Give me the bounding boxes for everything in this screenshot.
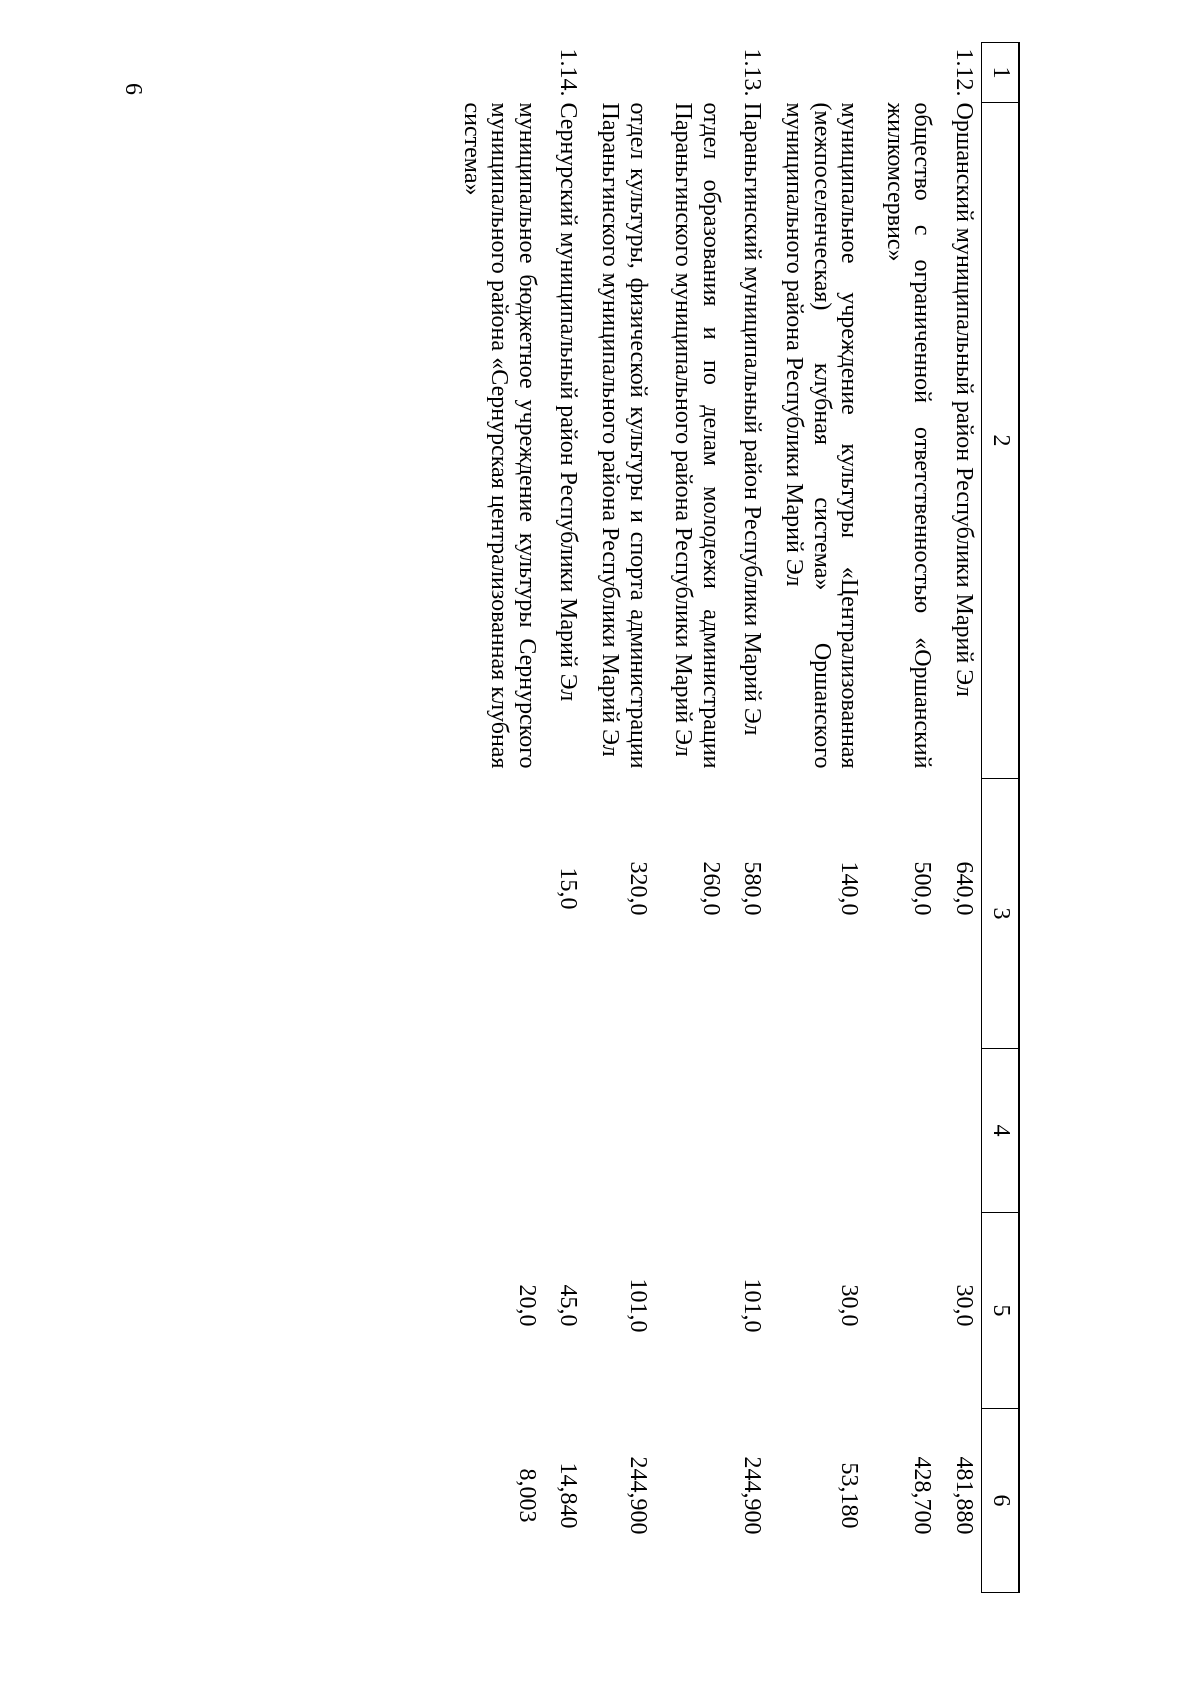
table-row <box>548 43 586 1593</box>
table-row <box>870 43 943 1593</box>
row-col-4 <box>585 1049 658 1213</box>
row-col-6: 244,900 <box>739 1456 766 1535</box>
row-col-6: 53,180 <box>836 1462 863 1529</box>
row-col-6: 428,700 <box>909 1456 936 1535</box>
table-row <box>732 43 770 1593</box>
row-col-5 <box>659 1213 732 1409</box>
row-name: муниципальное бюджетное учреждение культуры Сернурского муниципального района «Сернурская централизованная клубная система» <box>458 102 540 769</box>
row-col-4 <box>548 1049 586 1213</box>
row-col-3: 500,0 <box>909 861 936 916</box>
header-col-3: 3 <box>982 779 1020 1049</box>
row-col-3: 580,0 <box>739 861 766 916</box>
row-number <box>769 43 870 103</box>
row-col-5: 30,0 <box>836 1284 863 1327</box>
row-col-3: 260,0 <box>697 861 724 916</box>
row-col-4 <box>870 1049 943 1213</box>
header-col-1: 1 <box>982 43 1020 103</box>
row-name: отдел образования и по делам молодежи администрации Параньгинского муниципального района Республики Марий Эл <box>670 102 724 769</box>
table-row <box>943 43 981 1593</box>
row-col-6: 8,003 <box>513 1468 540 1523</box>
row-col-6: 14,840 <box>555 1462 582 1529</box>
row-number <box>447 43 548 103</box>
row-col-4 <box>769 1049 870 1213</box>
table-row <box>585 43 658 1593</box>
row-number: 1.13. <box>739 48 766 97</box>
row-col-5: 45,0 <box>555 1284 582 1327</box>
header-row <box>982 43 1020 1593</box>
row-name: Параньгинский муниципальный район Республики Марий Эл <box>739 102 766 736</box>
row-col-6 <box>659 1409 732 1593</box>
row-col-5: 20,0 <box>513 1284 540 1327</box>
row-col-4 <box>732 1049 770 1213</box>
row-name: Сернурский муниципальный район Республики Марий Эл <box>555 102 582 702</box>
budget-table <box>447 42 1020 1593</box>
row-col-5: 101,0 <box>624 1278 651 1333</box>
row-name: общество с ограниченной ответственностью «Оршанский жилкомсервис» <box>881 102 936 769</box>
row-name: отдел культуры, физической культуры и спорта администрации Параньгинского муниципального района Республики Марий Эл <box>597 102 651 769</box>
row-col-3 <box>447 779 548 1049</box>
row-name: муниципальное учреждение культуры «Централизованная (межпоселенческая) клубная система» Оршанского муниципального района Республики Марий Эл <box>781 102 863 769</box>
row-number <box>870 43 943 103</box>
row-number: 1.12. <box>951 48 977 97</box>
row-col-3: 140,0 <box>836 861 863 916</box>
row-number: 1.14. <box>555 48 582 97</box>
header-col-2: 2 <box>982 103 1020 779</box>
table-row <box>447 43 548 1593</box>
row-col-5: 30,0 <box>951 1284 977 1327</box>
page-number: 6 <box>120 83 147 95</box>
row-col-4 <box>659 1049 732 1213</box>
header-col-4: 4 <box>982 1049 1020 1213</box>
row-col-6: 244,900 <box>624 1456 651 1535</box>
row-col-3: 15,0 <box>555 867 582 910</box>
table-row <box>769 43 870 1593</box>
row-number <box>659 43 732 103</box>
table-row <box>659 43 732 1593</box>
row-col-4 <box>943 1049 981 1213</box>
row-col-3: 640,0 <box>951 861 977 916</box>
header-col-6: 6 <box>982 1409 1020 1593</box>
row-col-6: 481,880 <box>951 1456 977 1535</box>
header-col-5: 5 <box>982 1213 1020 1409</box>
row-col-4 <box>447 1049 548 1213</box>
row-name: Оршанский муниципальный район Республики Марий Эл <box>951 102 977 697</box>
rotated-table-container <box>200 42 1020 1592</box>
row-col-3: 320,0 <box>624 861 651 916</box>
row-col-5: 101,0 <box>739 1278 766 1333</box>
row-number <box>585 43 658 103</box>
row-col-5 <box>870 1213 943 1409</box>
